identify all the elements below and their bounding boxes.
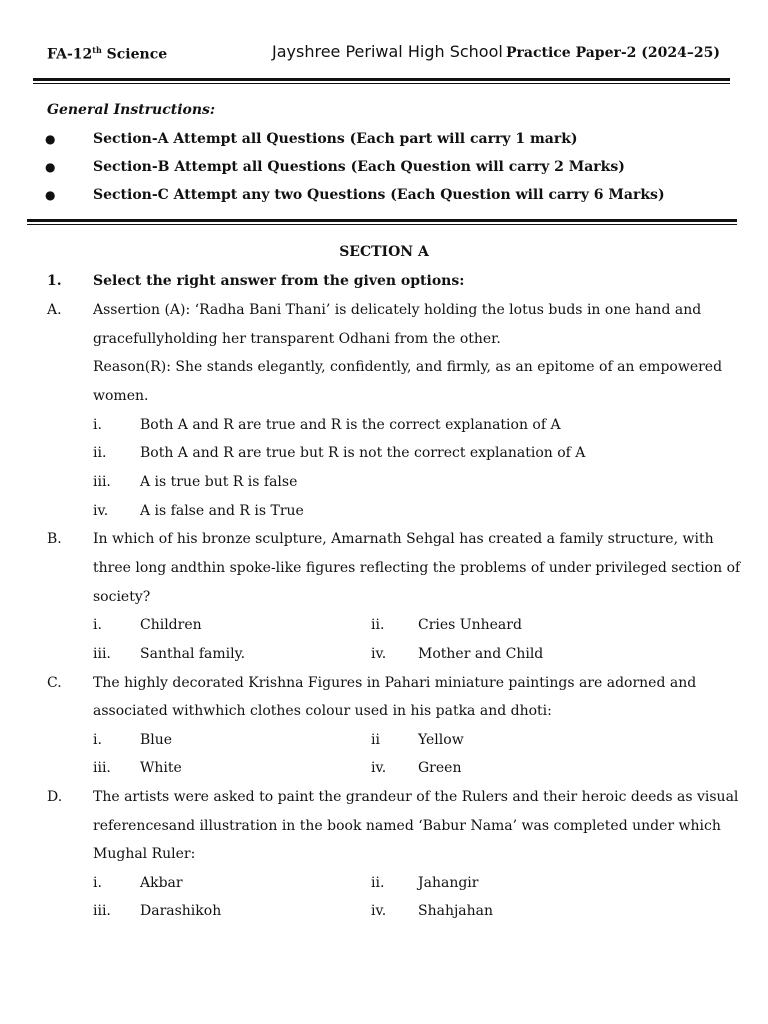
option-text: Green	[418, 760, 462, 776]
option-text: Shahjahan	[418, 903, 494, 919]
part-d-line: The artists were asked to paint the grandeur of the Rulers and their heroic deeds as visual	[93, 789, 739, 805]
option-text: Jahangir	[418, 875, 479, 891]
option-text: Both A and R are true and R is the correct explanation of A	[140, 417, 561, 433]
part-a-line: Assertion (A): ‘Radha Bani Thani’ is delicately holding the lotus buds in one hand and	[93, 302, 702, 318]
option-text: Cries Unheard	[418, 617, 522, 633]
option-number: iii.	[93, 474, 111, 490]
option-number: iii.	[93, 903, 111, 919]
paper-title: Practice Paper-2 (2024–25)	[505, 45, 720, 61]
option-number: ii.	[371, 617, 385, 633]
option-number: ii	[371, 732, 380, 748]
option-text: Mother and Child	[418, 646, 544, 662]
part-b-line: society?	[93, 589, 151, 605]
instruction-text: Section-C Attempt any two Questions (Each Question will carry 6 Marks)	[93, 187, 665, 203]
page-header	[47, 40, 720, 70]
part-a-line: Reason(R): She stands elegantly, confidently, and firmly, as an epitome of an empowered	[93, 359, 723, 375]
part-d-line: referencesand illustration in the book named ‘Babur Nama’ was completed under which	[93, 818, 721, 834]
option-text: White	[140, 760, 182, 776]
option-text: Akbar	[140, 875, 183, 891]
bullet-icon: ●	[45, 132, 56, 146]
question-number: 1.	[47, 273, 62, 289]
option-number: iii.	[93, 760, 111, 776]
instruction-item	[45, 131, 578, 147]
instructions-heading: General Instructions:	[47, 102, 216, 118]
instruction-item	[45, 159, 625, 175]
instruction-text: Section-A Attempt all Questions (Each part will carry 1 mark)	[93, 131, 578, 147]
question-text: Select the right answer from the given options:	[93, 273, 465, 289]
class-stream: Science	[101, 46, 168, 63]
option-number: i.	[93, 732, 102, 748]
option-number: iv.	[93, 503, 109, 519]
part-d-line: Mughal Ruler:	[93, 846, 196, 862]
bullet-icon: ●	[45, 160, 56, 174]
header-divider	[33, 78, 730, 84]
option-text: Darashikoh	[140, 903, 222, 919]
option-number: ii.	[93, 445, 107, 461]
school-name: Jayshree Periwal High School	[272, 42, 503, 61]
option-number: ii.	[371, 875, 385, 891]
option-text: A is true but R is false	[140, 474, 298, 490]
part-a-line: gracefullyholding her transparent Odhani from the other.	[93, 331, 501, 347]
option-text: Santhal family.	[140, 646, 246, 662]
option-number: iv.	[371, 760, 387, 776]
class-grade-suffix: th	[92, 45, 102, 55]
option-text: Blue	[140, 732, 173, 748]
part-a-label: A.	[47, 302, 62, 318]
class-label	[47, 45, 167, 63]
bullet-icon: ●	[45, 188, 56, 202]
instructions-divider	[27, 219, 737, 225]
option-text: Both A and R are true but R is not the correct explanation of A	[140, 445, 586, 461]
part-c-line: The highly decorated Krishna Figures in Pahari miniature paintings are adorned and	[93, 675, 697, 691]
instruction-item	[45, 187, 665, 203]
section-title: SECTION A	[339, 244, 429, 260]
option-number: i.	[93, 875, 102, 891]
part-c-line: associated withwhich clothes colour used in his patka and dhoti:	[93, 703, 552, 719]
class-grade: FA-12	[47, 46, 93, 63]
option-number: iv.	[371, 646, 387, 662]
option-number: i.	[93, 417, 102, 433]
option-text: Children	[140, 617, 202, 633]
part-c-label: C.	[47, 675, 62, 691]
part-a-line: women.	[93, 388, 149, 404]
option-number: iv.	[371, 903, 387, 919]
option-number: iii.	[93, 646, 111, 662]
part-b-label: B.	[47, 531, 62, 547]
part-b-line: In which of his bronze sculpture, Amarnath Sehgal has created a family structure, with	[93, 531, 714, 547]
option-text: Yellow	[418, 732, 464, 748]
option-number: i.	[93, 617, 102, 633]
option-text: A is false and R is True	[140, 503, 304, 519]
instruction-text: Section-B Attempt all Questions (Each Question will carry 2 Marks)	[93, 159, 625, 175]
part-d-label: D.	[47, 789, 63, 805]
part-b-line: three long andthin spoke-like figures reflecting the problems of under privileged section of	[93, 560, 741, 576]
